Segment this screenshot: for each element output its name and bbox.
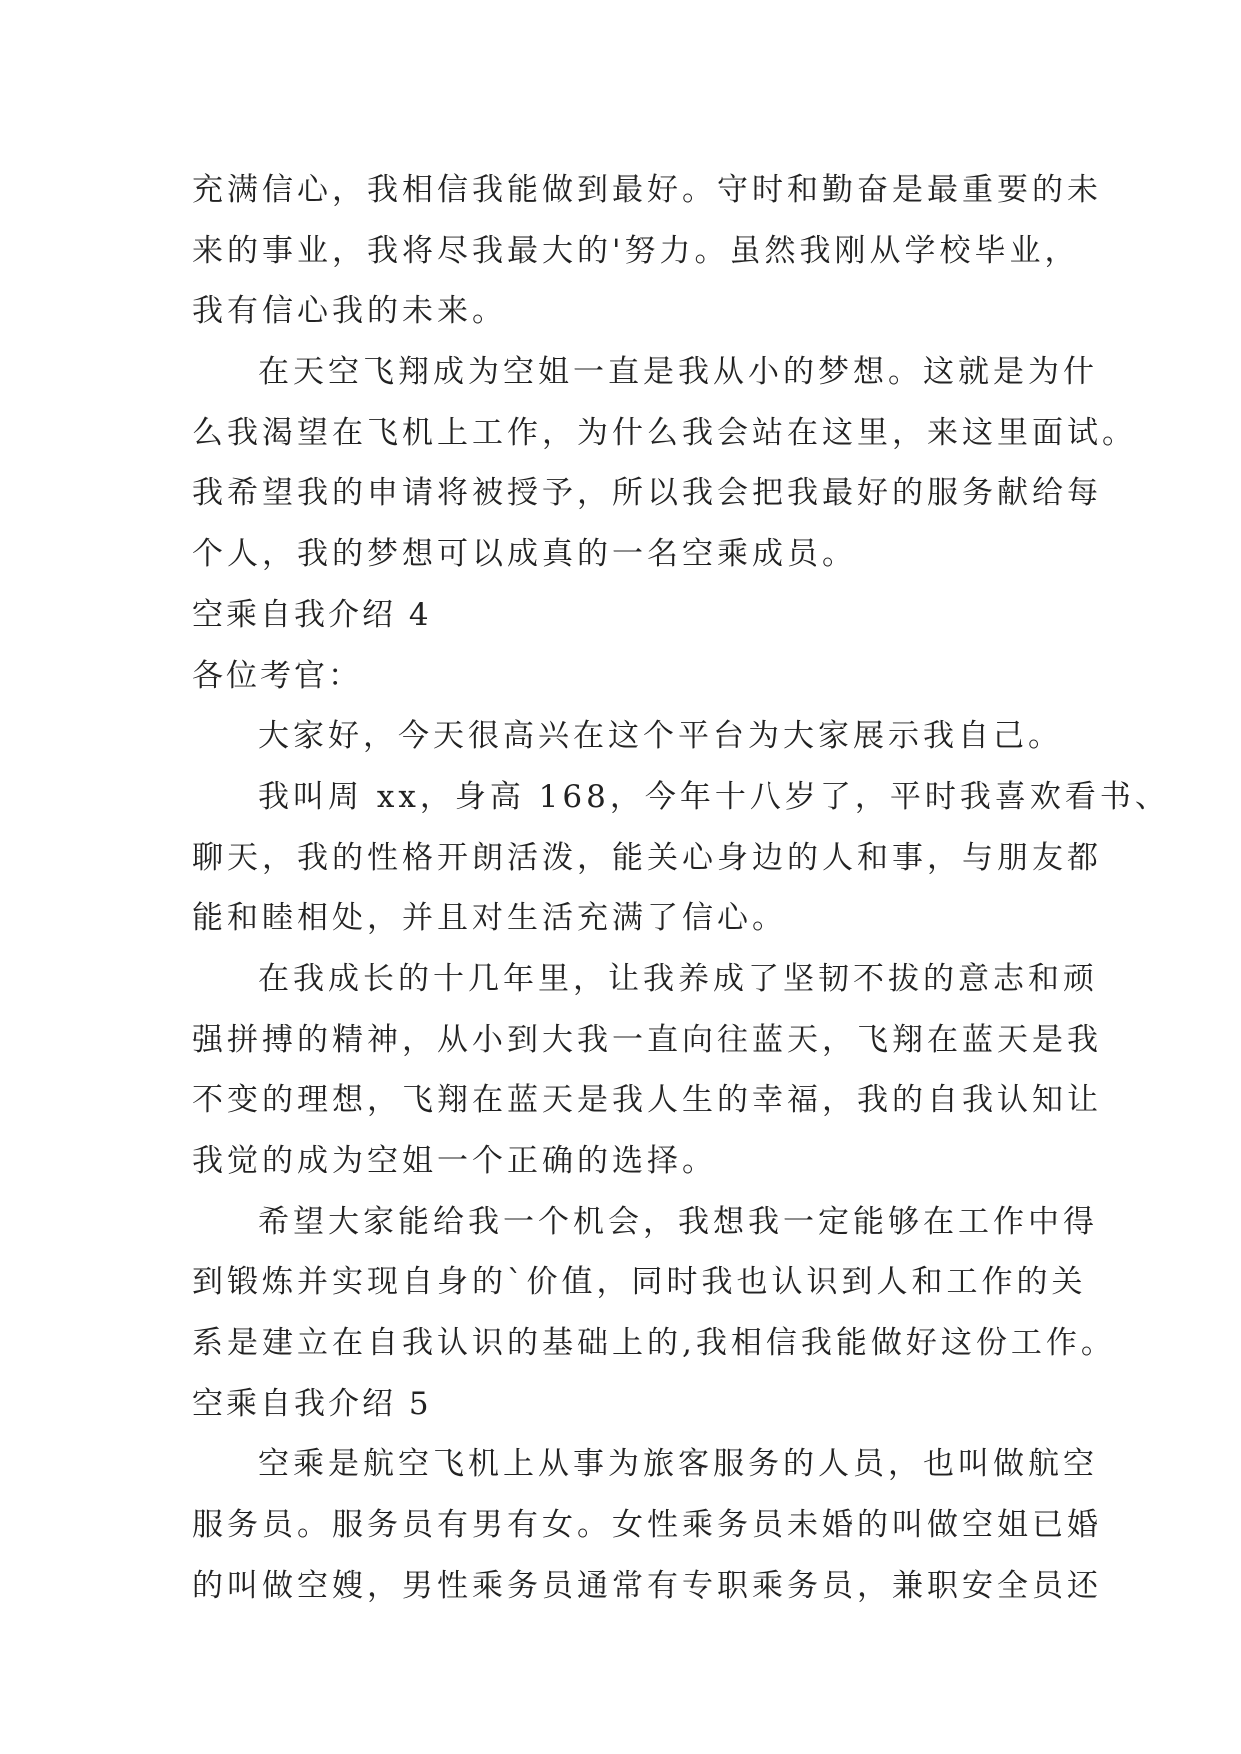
text-line: 来的事业，我将尽我最大的'努力。虽然我刚从学校毕业， bbox=[192, 232, 1080, 269]
paragraph bbox=[192, 1192, 1116, 1374]
text-line: 个人，我的梦想可以成真的一名空乘成员。 bbox=[192, 536, 857, 573]
text-line: 希望大家能给我一个机会，我想我一定能够在工作中得 bbox=[258, 1203, 1098, 1240]
section-heading: 空乘自我介绍 5 bbox=[192, 1385, 432, 1422]
text-line: 的叫做空嫂，男性乘务员通常有专职乘务员，兼职安全员还 bbox=[192, 1567, 1102, 1604]
text-line: 我觉的成为空姐一个正确的选择。 bbox=[192, 1143, 717, 1179]
document-page bbox=[192, 160, 1170, 1617]
salutation: 各位考官： bbox=[192, 657, 362, 694]
text-line: 空乘是航空飞机上从事为旅客服务的人员，也叫做航空 bbox=[258, 1446, 1098, 1483]
text-line: 强拼搏的精神，从小到大我一直向往蓝天，飞翔在蓝天是我 bbox=[192, 1021, 1102, 1058]
text-line: 充满信心，我相信我能做到最好。守时和勤奋是最重要的未 bbox=[192, 172, 1102, 208]
paragraph bbox=[192, 1434, 1102, 1616]
text-line: 我希望我的申请将被授予，所以我会把我最好的服务献给每 bbox=[192, 475, 1102, 512]
text-line: 在天空飞翔成为空姐一直是我从小的梦想。这就是为什 bbox=[258, 354, 1098, 391]
text-line: 不变的理想，飞翔在蓝天是我人生的幸福，我的自我认知让 bbox=[192, 1082, 1102, 1119]
text-line: 服务员。服务员有男有女。女性乘务员未婚的叫做空姐已婚 bbox=[192, 1507, 1102, 1544]
paragraph bbox=[192, 342, 1137, 585]
text-line: 我叫周 xx，身高 168，今年十八岁了，平时我喜欢看书、 bbox=[258, 778, 1170, 815]
text-line: 大家好，今天很高兴在这个平台为大家展示我自己。 bbox=[258, 718, 1063, 755]
paragraph bbox=[192, 949, 1102, 1192]
text-line: 在我成长的十几年里，让我养成了坚韧不拔的意志和顽 bbox=[258, 960, 1098, 997]
paragraph bbox=[192, 706, 1063, 767]
text-line: 么我渴望在飞机上工作，为什么我会站在这里，来这里面试。 bbox=[192, 414, 1137, 451]
paragraph bbox=[192, 767, 1170, 949]
text-line: 我有信心我的未来。 bbox=[192, 293, 507, 330]
text-line: 到锻炼并实现自身的`价值，同时我也认识到人和工作的关 bbox=[192, 1264, 1087, 1301]
section-heading: 空乘自我介绍 4 bbox=[192, 596, 432, 633]
text-line: 能和睦相处，并且对生活充满了信心。 bbox=[192, 900, 787, 937]
text-line: 系是建立在自我认识的基础上的,我相信我能做好这份工作。 bbox=[192, 1325, 1116, 1362]
text-line: 聊天，我的性格开朗活泼，能关心身边的人和事，与朋友都 bbox=[192, 839, 1102, 876]
paragraph bbox=[192, 160, 1102, 342]
